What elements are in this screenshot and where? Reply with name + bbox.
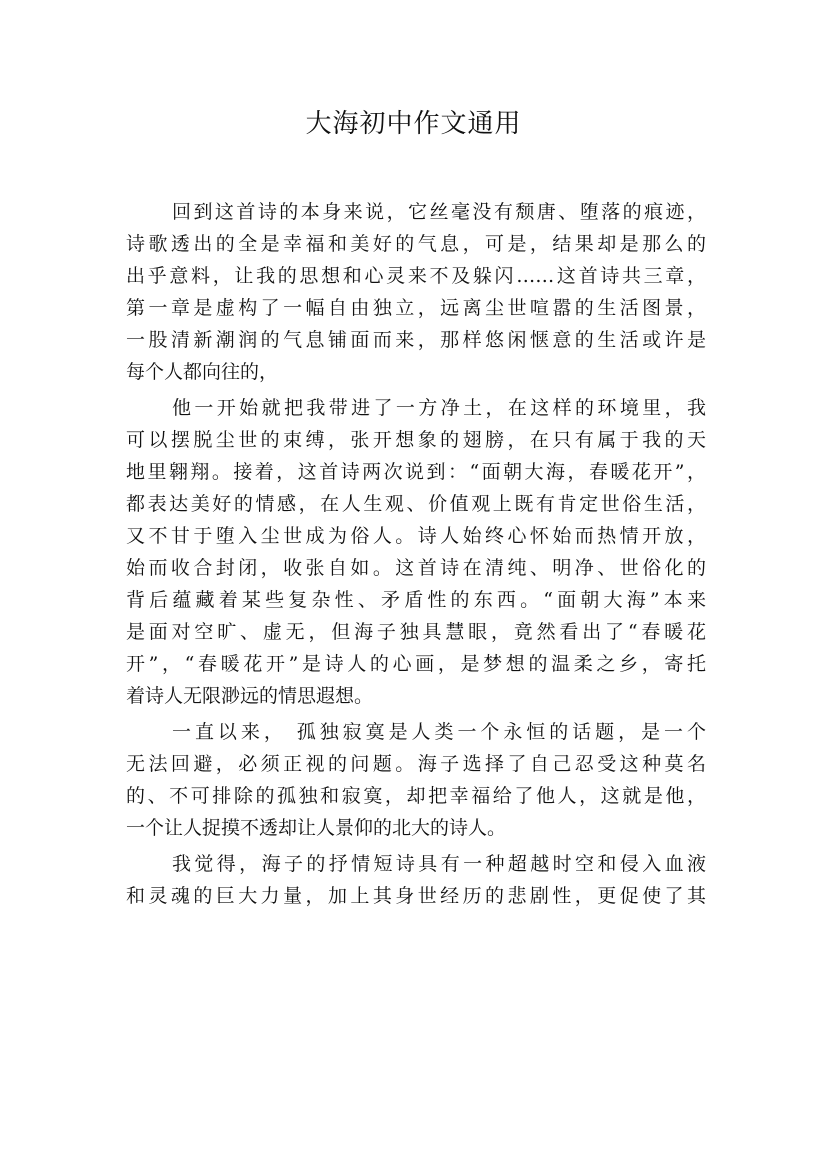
text-line: 又不甘于堕入尘世成为俗人。诗人始终心怀始而热情开放， <box>126 525 706 547</box>
text-line: 每个人都向往的， <box>126 361 279 383</box>
text-line: 无法回避，必须正视的问题。海子选择了自己忍受这种莫名 <box>126 753 706 775</box>
text-line: 可以摆脱尘世的束缚，张开想象的翅膀，在只有属于我的天 <box>126 429 706 451</box>
text-line: 我觉得，海子的抒情短诗具有一种超越时空和侵入血液 <box>172 853 706 875</box>
text-line: 始而收合封闭，收张自如。这首诗在清纯、明净、世俗化的 <box>126 557 706 579</box>
text-line: 诗歌透出的全是幸福和美好的气息，可是，结果却是那么的 <box>126 233 706 255</box>
document-title: 大海初中作文通用 <box>305 109 522 139</box>
paragraph-4 <box>126 848 706 912</box>
text-line: 和灵魂的巨大力量，加上其身世经历的悲剧性，更促使了其 <box>126 885 706 907</box>
text-line: 他一开始就把我带进了一方净土，在这样的环境里，我 <box>172 397 706 419</box>
text-line: 一直以来， 孤独寂寞是人类一个永恒的话题，是一个 <box>172 721 706 743</box>
text-line: 是面对空旷、虚无，但海子独具慧眼，竟然看出了“春暖花 <box>126 621 706 643</box>
text-line: 都表达美好的情感，在人生观、价值观上既有肯定世俗生活， <box>126 493 706 515</box>
text-line: 着诗人无限渺远的情思遐想。 <box>126 685 374 707</box>
text-line: 地里翱翔。接着，这首诗两次说到：“面朝大海，春暖花开”， <box>126 461 706 483</box>
document-body <box>126 196 706 912</box>
text-line: 出乎意料，让我的思想和心灵来不及躲闪……这首诗共三章， <box>126 265 706 287</box>
text-line: 开”，“春暖花开”是诗人的心画，是梦想的温柔之乡，寄托 <box>126 653 706 675</box>
text-line: 背后蕴藏着某些复杂性、矛盾性的东西。“面朝大海”本来 <box>126 589 706 611</box>
paragraph-2 <box>126 392 706 712</box>
paragraph-3 <box>126 716 706 844</box>
text-line: 回到这首诗的本身来说，它丝毫没有颓唐、堕落的痕迹， <box>172 201 706 223</box>
text-line: 一股清新潮润的气息铺面而来，那样悠闲惬意的生活或许是 <box>126 329 706 351</box>
text-line: 的、不可排除的孤独和寂寞，却把幸福给了他人，这就是他， <box>126 785 706 807</box>
text-line: 一个让人捉摸不透却让人景仰的北大的诗人。 <box>126 817 507 839</box>
text-line: 第一章是虚构了一幅自由独立，远离尘世喧嚣的生活图景， <box>126 297 706 319</box>
paragraph-1 <box>126 196 706 388</box>
